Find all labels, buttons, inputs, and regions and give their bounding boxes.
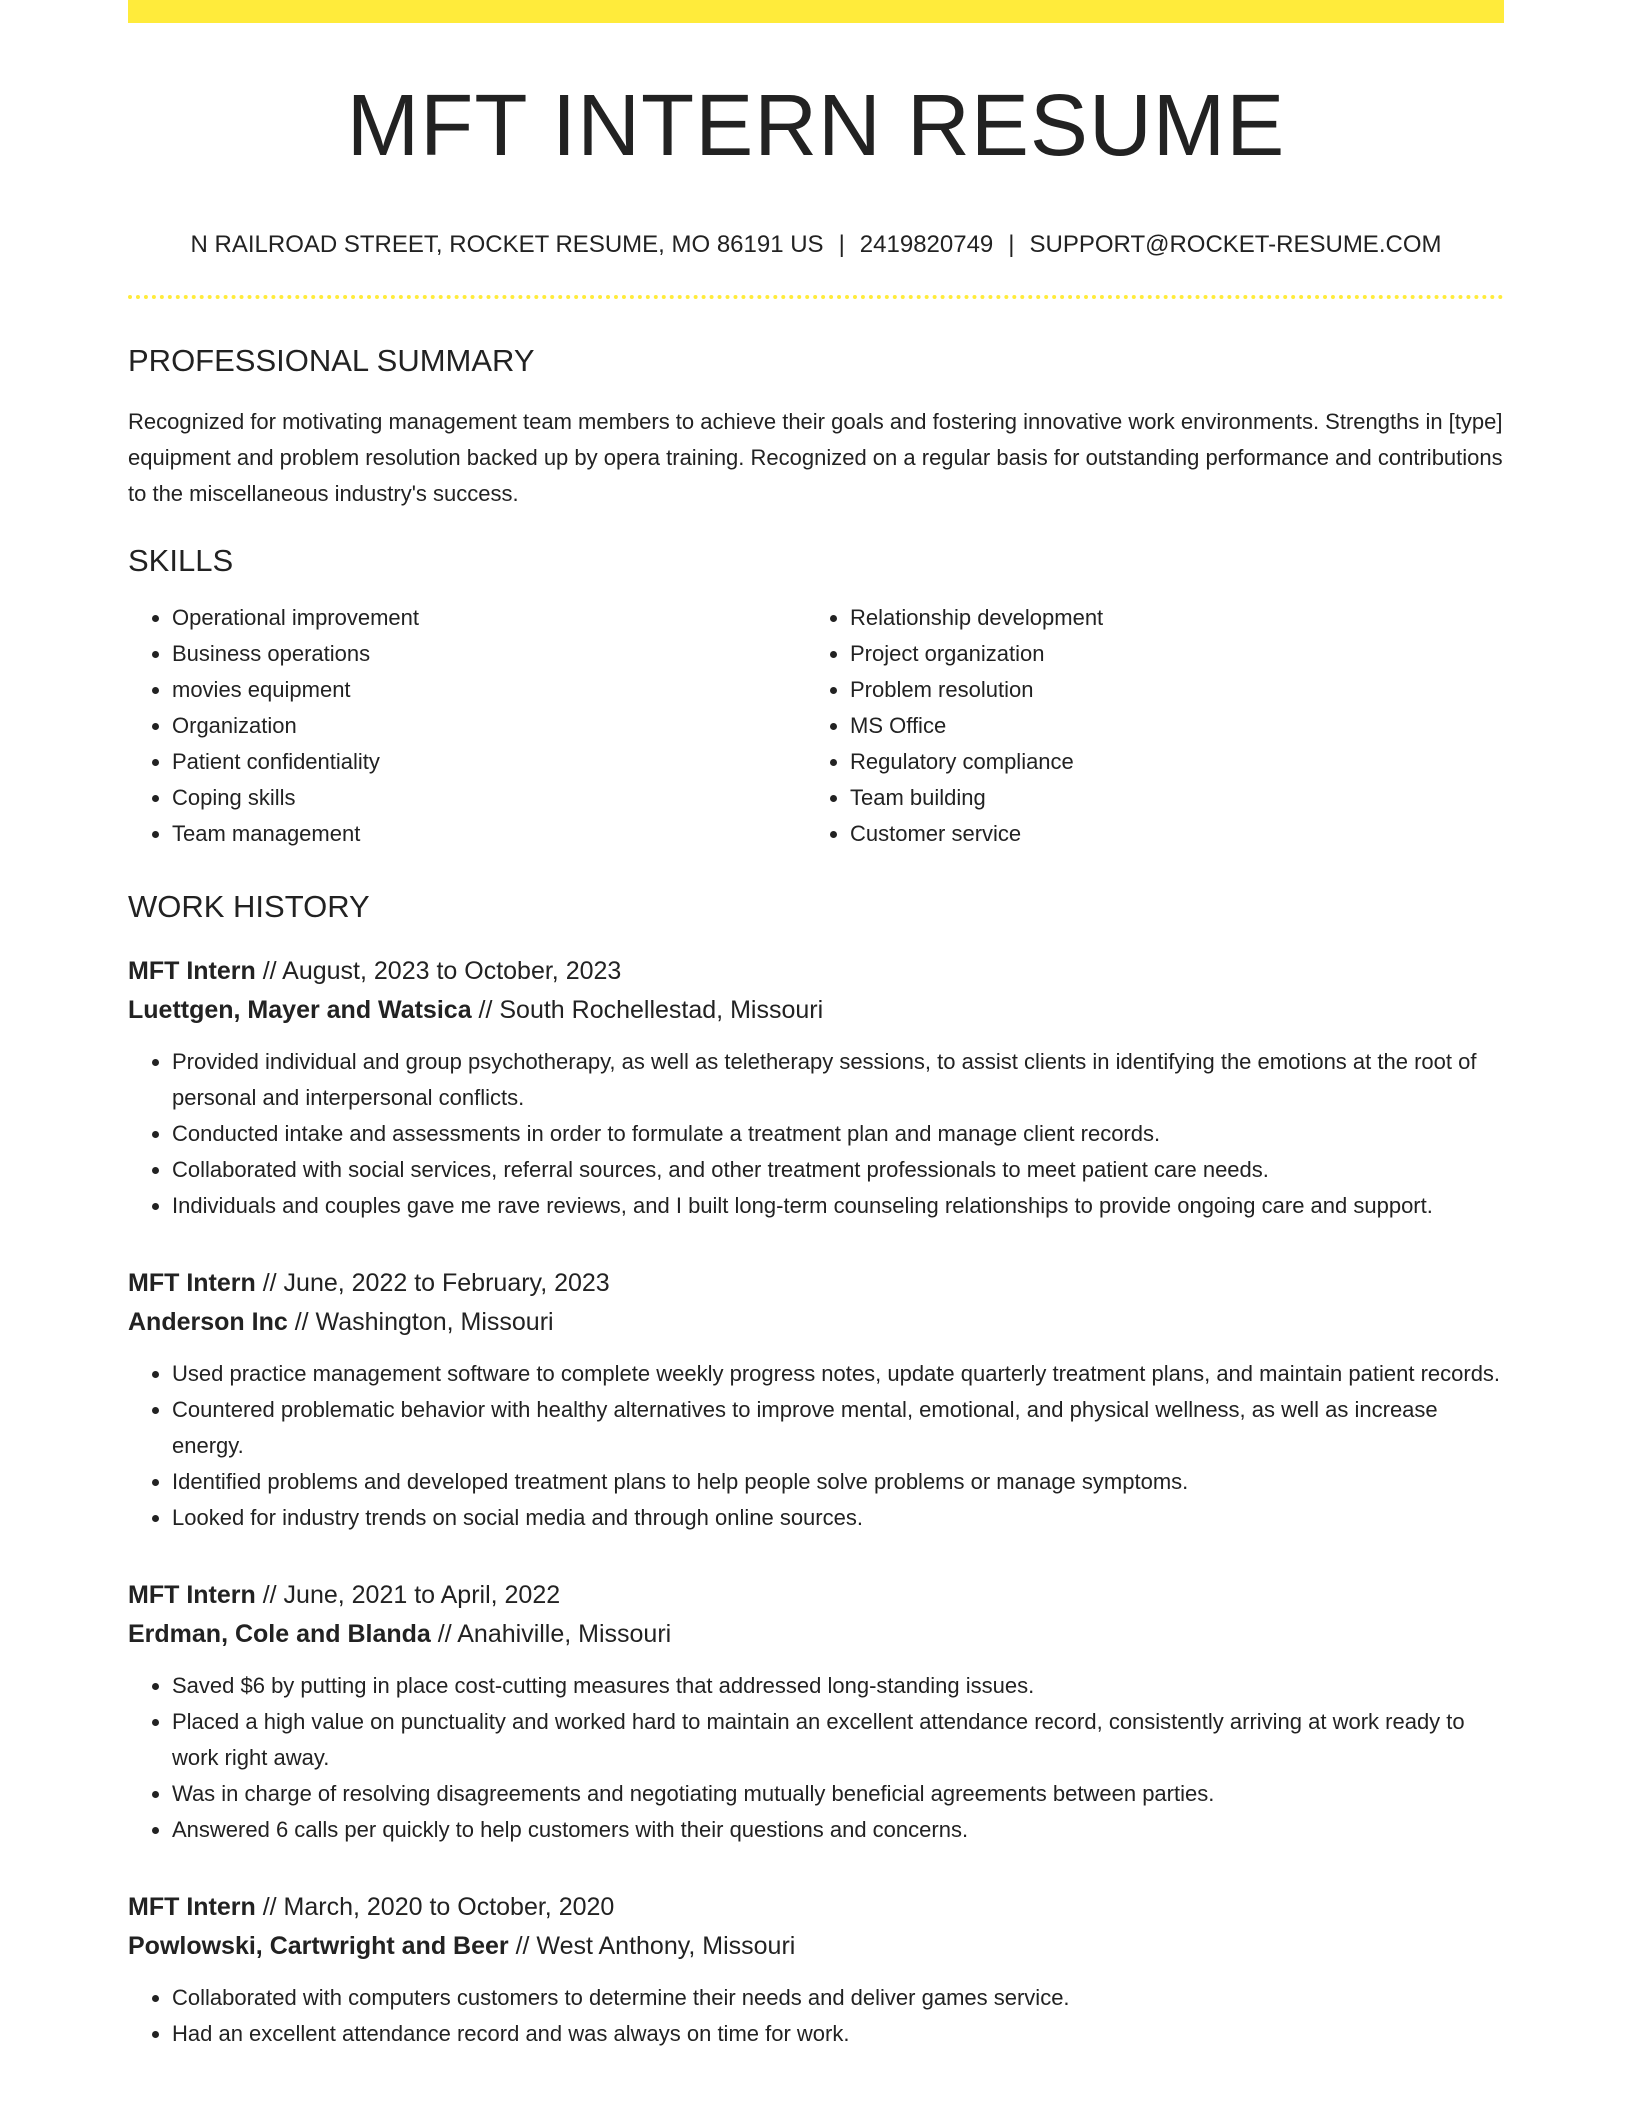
job-bullet: • Conducted intake and assessments in order to formulate a treatment plan and manage client records. <box>172 1116 1504 1152</box>
skill-item: • Team management <box>172 816 806 852</box>
resume-page <box>128 0 1504 2052</box>
contact-email: SUPPORT@ROCKET-RESUME.COM <box>1029 231 1442 258</box>
job-bullet: • Was in charge of resolving disagreements and negotiating mutually beneficial agreements between parties. <box>172 1776 1504 1812</box>
skill-item: • Patient confidentiality <box>172 744 806 780</box>
job-company-line <box>128 991 1504 1030</box>
work-history-list <box>128 952 1504 2052</box>
skill-item: • Coping skills <box>172 780 806 816</box>
skill-item: • Operational improvement <box>172 600 806 636</box>
job-dates: // March, 2020 to October, 2020 <box>255 1893 615 1921</box>
job-entry <box>128 1888 1504 2052</box>
job-location: // South Rochellestad, Missouri <box>471 996 824 1024</box>
job-bullet: • Saved $6 by putting in place cost-cutting measures that addressed long-standing issues. <box>172 1668 1504 1704</box>
job-bullet: • Individuals and couples gave me rave reviews, and I built long-term counseling relationships to provide ongoing care and support. <box>172 1188 1504 1224</box>
job-bullet: • Had an excellent attendance record and was always on time for work. <box>172 2016 1504 2052</box>
job-role: MFT Intern <box>128 957 256 985</box>
skill-item: • Team building <box>850 780 1484 816</box>
job-company: Powlowski, Cartwright and Beer <box>128 1932 509 1960</box>
skills-heading: SKILLS <box>128 543 234 578</box>
job-company-line <box>128 1927 1504 1966</box>
skill-item: • Problem resolution <box>850 672 1484 708</box>
contact-separator: | <box>838 231 845 258</box>
contact-phone: 2419820749 <box>859 231 994 258</box>
job-dates: // June, 2021 to April, 2022 <box>255 1581 561 1609</box>
skills-list-right <box>806 600 1484 852</box>
job-company-line <box>128 1615 1504 1654</box>
job-dates: // June, 2022 to February, 2023 <box>255 1269 610 1297</box>
skill-item: • MS Office <box>850 708 1484 744</box>
job-bullets <box>128 1356 1504 1536</box>
skill-item: • movies equipment <box>172 672 806 708</box>
job-location: // Washington, Missouri <box>287 1308 554 1336</box>
skills-list-left <box>128 600 806 852</box>
dotted-divider <box>128 295 1504 299</box>
job-role-line <box>128 1576 1504 1615</box>
job-location: // West Anthony, Missouri <box>508 1932 796 1960</box>
job-bullet: • Collaborated with social services, referral sources, and other treatment professionals to meet patient care needs. <box>172 1152 1504 1188</box>
contact-line <box>128 233 1504 257</box>
job-company: Luettgen, Mayer and Watsica <box>128 996 472 1024</box>
skill-item: • Project organization <box>850 636 1484 672</box>
job-role-line <box>128 1888 1504 1927</box>
summary-text: Recognized for motivating management team members to achieve their goals and fostering innovative work environments. Strengths in [type] equipment and problem resolution backed up by opera training. Recognized on a regular basis for outstanding performance and contributions to the miscellaneous industry's success. <box>128 409 1503 506</box>
job-role: MFT Intern <box>128 1581 256 1609</box>
job-bullet: • Provided individual and group psychotherapy, as well as teletherapy sessions, to assist clients in identifying the emotions at the root of personal and interpersonal conflicts. <box>172 1044 1504 1116</box>
contact-separator: | <box>1008 231 1015 258</box>
skills-columns <box>128 600 1504 852</box>
job-entry <box>128 1264 1504 1536</box>
job-role-line <box>128 952 1504 991</box>
skill-item: • Customer service <box>850 816 1484 852</box>
work-history-heading: WORK HISTORY <box>128 889 370 924</box>
job-company: Erdman, Cole and Blanda <box>128 1620 431 1648</box>
job-role-line <box>128 1264 1504 1303</box>
job-bullet: • Collaborated with computers customers to determine their needs and deliver games service. <box>172 1980 1504 2016</box>
summary-heading: PROFESSIONAL SUMMARY <box>128 343 535 378</box>
job-bullets <box>128 1668 1504 1848</box>
job-company-line <box>128 1303 1504 1342</box>
job-bullet: • Looked for industry trends on social media and through online sources. <box>172 1500 1504 1536</box>
accent-top-bar <box>128 0 1504 23</box>
job-role: MFT Intern <box>128 1269 256 1297</box>
job-entry <box>128 952 1504 1224</box>
job-location: // Anahiville, Missouri <box>430 1620 672 1648</box>
job-bullet: • Answered 6 calls per quickly to help customers with their questions and concerns. <box>172 1812 1504 1848</box>
job-bullet: • Placed a high value on punctuality and worked hard to maintain an excellent attendance record, consistently arriving at work ready to work right away. <box>172 1704 1504 1776</box>
resume-title: MFT INTERN RESUME <box>346 77 1286 174</box>
job-bullet: • Identified problems and developed treatment plans to help people solve problems or manage symptoms. <box>172 1464 1504 1500</box>
job-dates: // August, 2023 to October, 2023 <box>255 957 622 985</box>
skill-item: • Regulatory compliance <box>850 744 1484 780</box>
job-company: Anderson Inc <box>128 1308 288 1336</box>
skill-item: • Relationship development <box>850 600 1484 636</box>
job-bullet: • Countered problematic behavior with healthy alternatives to improve mental, emotional, and physical wellness, as well as increase energy. <box>172 1392 1504 1464</box>
contact-address: N RAILROAD STREET, ROCKET RESUME, MO 86191 US <box>190 231 824 258</box>
job-bullets <box>128 1044 1504 1224</box>
job-bullets <box>128 1980 1504 2052</box>
job-bullet: • Used practice management software to complete weekly progress notes, update quarterly treatment plans, and maintain patient records. <box>172 1356 1504 1392</box>
job-entry <box>128 1576 1504 1848</box>
job-role: MFT Intern <box>128 1893 256 1921</box>
skill-item: • Organization <box>172 708 806 744</box>
skill-item: • Business operations <box>172 636 806 672</box>
